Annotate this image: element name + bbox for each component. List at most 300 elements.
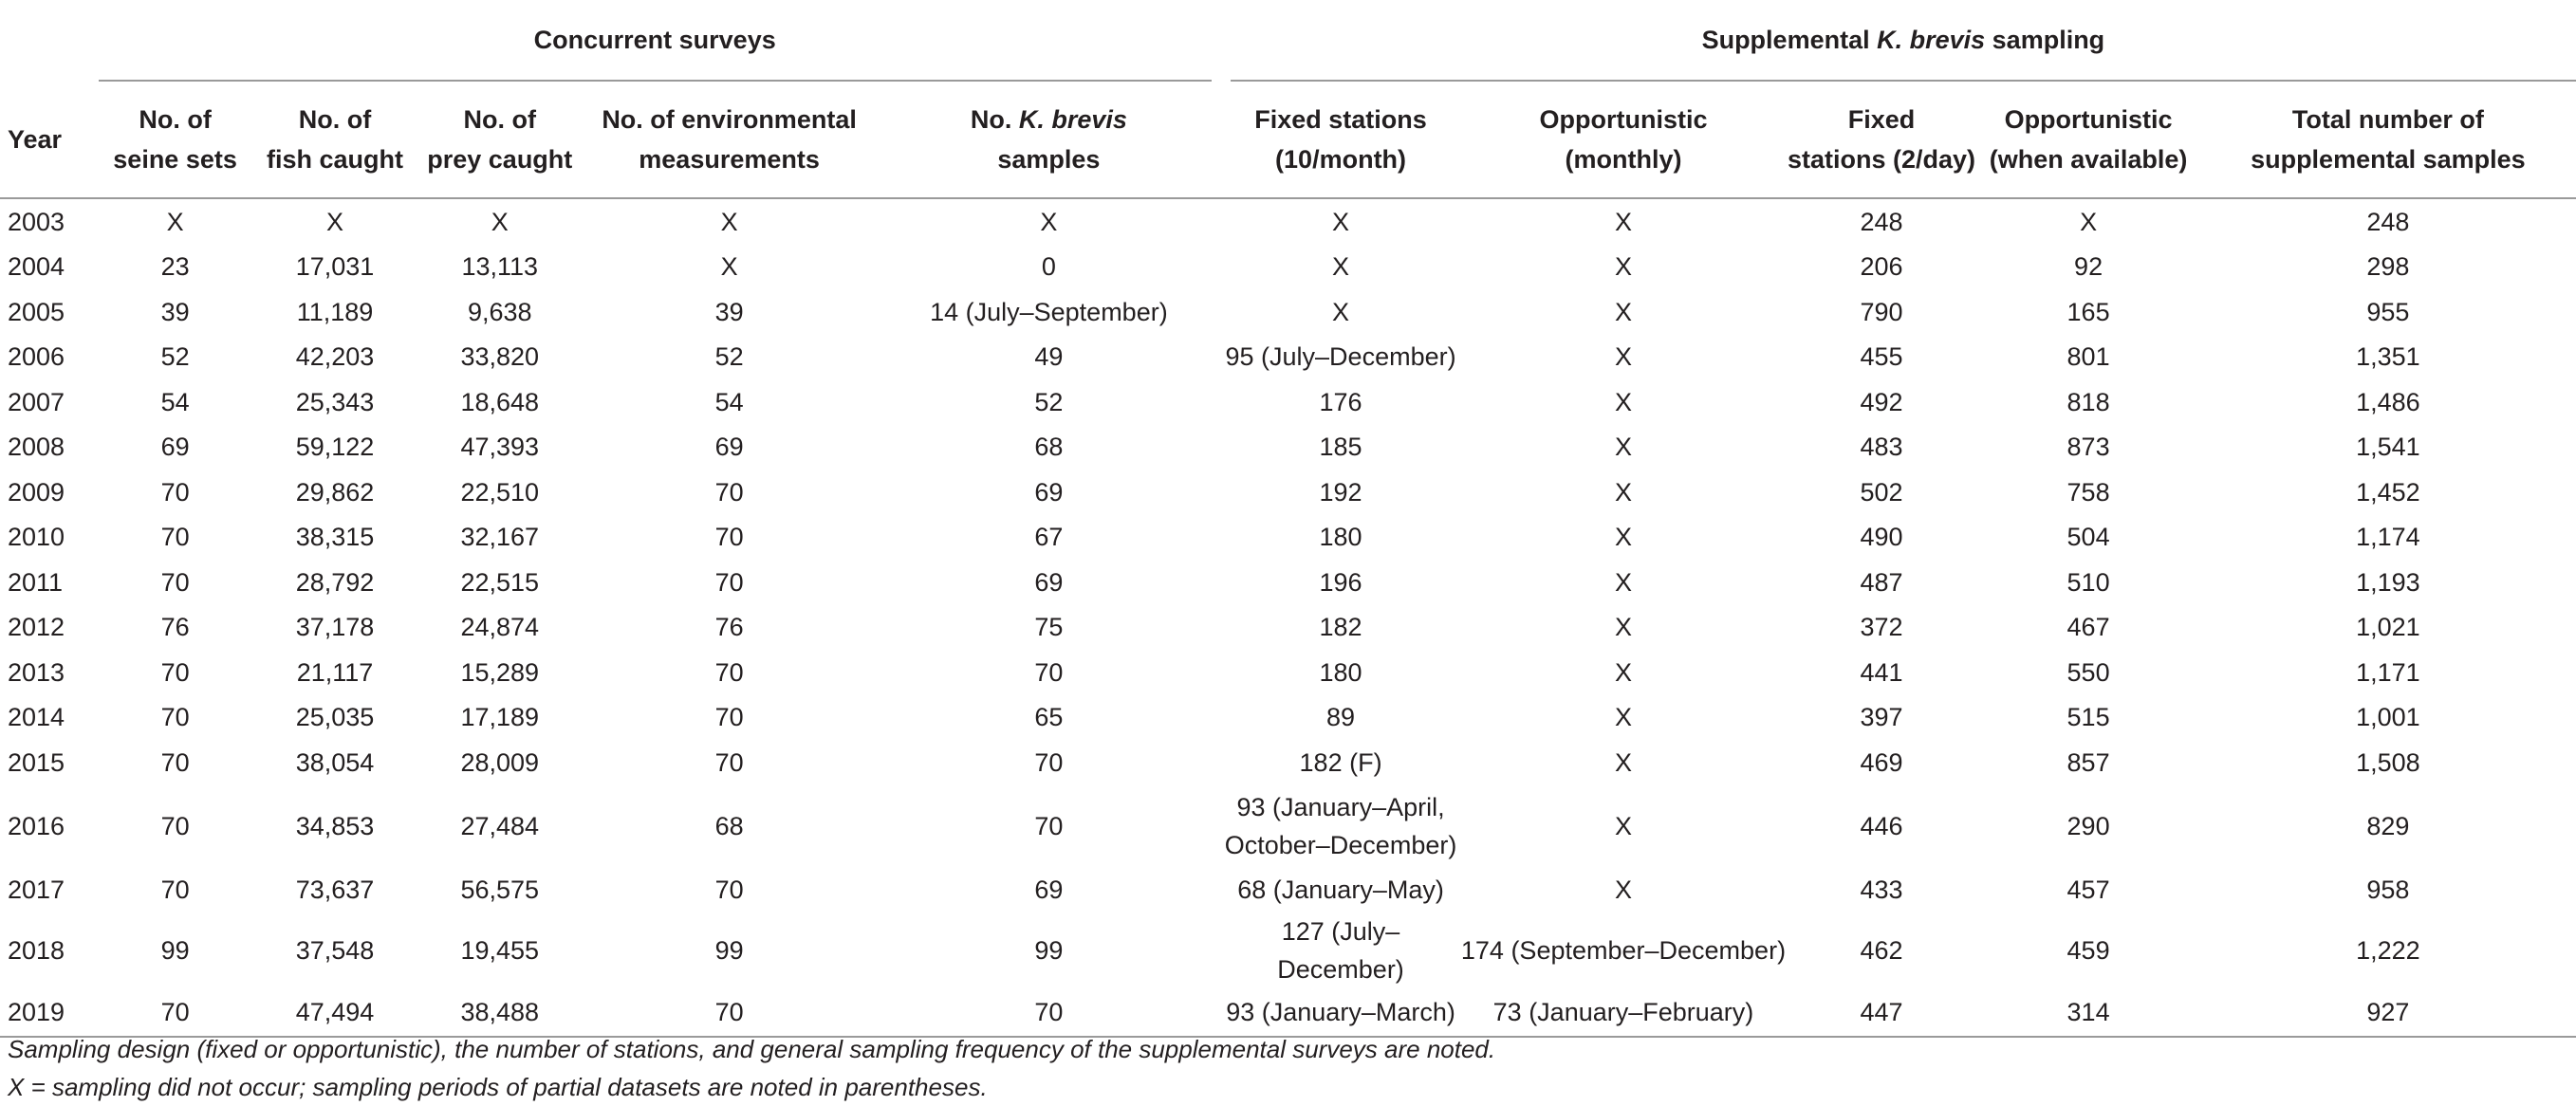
table-cell [1976, 740, 2199, 785]
cell-value: 2006 [8, 342, 65, 372]
table-cell [417, 605, 582, 651]
table-row [0, 379, 2576, 425]
cell-value: 1,001 [2356, 703, 2420, 732]
cell-value: 29,862 [295, 477, 375, 507]
cell-value: 73,637 [295, 876, 375, 905]
table-cell [1221, 785, 1461, 868]
table-cell [582, 198, 877, 245]
cell-value-continued: October–December) [1224, 831, 1457, 859]
table-cell [877, 868, 1221, 913]
group-header-row [0, 0, 2576, 81]
cell-value: X [2080, 207, 2098, 236]
row-year-cell [0, 425, 99, 470]
cell-value: 15,289 [460, 657, 540, 687]
table-cell [2200, 425, 2576, 470]
cell-value: 70 [160, 703, 190, 732]
table-cell [417, 785, 582, 868]
col-header-fixed10-line2: (10/month) [1275, 145, 1407, 174]
table-cell [1976, 988, 2199, 1037]
col-header-kb-italic: K. brevis [1018, 105, 1127, 134]
cell-value: 70 [160, 812, 190, 840]
cell-value: 38,488 [460, 998, 540, 1026]
table-cell [99, 515, 252, 561]
table-cell [1221, 868, 1461, 913]
col-header-env-line1: No. of environmental [602, 105, 857, 134]
table-cell [1976, 289, 2199, 335]
table-cell [1460, 289, 1786, 335]
row-year-cell [0, 245, 99, 290]
cell-value: 2017 [8, 876, 65, 905]
table-row [0, 785, 2576, 868]
cell-value: 70 [714, 876, 744, 905]
table-cell [1221, 198, 1461, 245]
table-cell [877, 695, 1221, 741]
cell-value: 70 [160, 567, 190, 597]
table-cell [1460, 650, 1786, 695]
table-cell [252, 605, 418, 651]
table-cell [252, 912, 418, 988]
cell-value: 28,792 [295, 567, 375, 597]
table-cell [99, 605, 252, 651]
table-cell [252, 379, 418, 425]
cell-value: 39 [160, 297, 190, 326]
cell-value: 490 [1860, 523, 1903, 552]
table-cell [877, 605, 1221, 651]
table-cell [2200, 560, 2576, 605]
table-cell [417, 289, 582, 335]
cell-value: 2005 [8, 297, 65, 326]
table-cell [2200, 650, 2576, 695]
row-year-cell [0, 695, 99, 741]
table-cell [1460, 470, 1786, 515]
table-cell [1460, 379, 1786, 425]
table-cell [1787, 289, 1977, 335]
cell-value: 2015 [8, 747, 65, 777]
table-cell [252, 289, 418, 335]
cell-value: 93 (January–March) [1226, 998, 1455, 1026]
cell-value: 99 [160, 936, 190, 965]
cell-value: X [1614, 567, 1632, 597]
table-cell [2200, 695, 2576, 741]
row-year-cell [0, 515, 99, 561]
table-cell [877, 198, 1221, 245]
cell-value: 22,510 [460, 477, 540, 507]
cell-value: 32,167 [460, 523, 540, 552]
table-cell [2200, 740, 2576, 785]
cell-value: 27,484 [460, 812, 540, 840]
row-year-cell [0, 912, 99, 988]
table-cell [417, 379, 582, 425]
table-cell [99, 785, 252, 868]
cell-value: 2014 [8, 703, 65, 732]
table-cell [877, 515, 1221, 561]
table-cell [99, 912, 252, 988]
table-cell [582, 289, 877, 335]
cell-value: 196 [1319, 567, 1362, 597]
table-row [0, 198, 2576, 245]
col-header-seine-sets [99, 81, 252, 198]
table-cell [582, 560, 877, 605]
table-cell [99, 335, 252, 380]
table-cell [582, 379, 877, 425]
group-header-concurrent: Concurrent surveys [99, 0, 1221, 81]
col-header-total-supplemental [2200, 81, 2576, 198]
cell-value: 70 [1034, 998, 1064, 1026]
cell-value: X [1332, 297, 1350, 326]
group-supp-post: sampling [1985, 25, 2105, 54]
cell-value: 38,054 [295, 747, 375, 777]
table-cell [1221, 695, 1461, 741]
table-cell [1460, 245, 1786, 290]
table-row [0, 650, 2576, 695]
cell-value: 70 [1034, 812, 1064, 840]
col-header-kb-pre: No. [970, 105, 1019, 134]
row-year-cell [0, 289, 99, 335]
cell-value: 73 (January–February) [1492, 998, 1754, 1026]
cell-value: 504 [2066, 523, 2110, 552]
col-header-fixed-10-month [1221, 81, 1461, 198]
table-cell [99, 560, 252, 605]
cell-value: 25,035 [295, 703, 375, 732]
table-cell [1460, 868, 1786, 913]
row-year-cell [0, 560, 99, 605]
cell-value: 1,508 [2356, 747, 2420, 777]
row-year-cell [0, 740, 99, 785]
cell-value: 2010 [8, 523, 65, 552]
cell-value: 68 [1034, 433, 1064, 462]
cell-value: X [325, 207, 343, 236]
cell-value: 69 [1034, 567, 1064, 597]
col-header-total-line1: Total number of [2291, 105, 2484, 134]
cell-value: 52 [160, 342, 190, 372]
table-row [0, 335, 2576, 380]
col-header-env-line2: measurements [639, 145, 820, 174]
cell-value: 2018 [8, 936, 65, 965]
table-cell [1976, 515, 2199, 561]
cell-value: 1,222 [2356, 936, 2420, 965]
cell-value: 801 [2066, 342, 2110, 372]
table-cell [417, 470, 582, 515]
cell-value: 180 [1319, 657, 1362, 687]
table-cell [99, 198, 252, 245]
cell-value: 927 [2366, 998, 2410, 1026]
table-cell [1460, 335, 1786, 380]
table-cell [1976, 425, 2199, 470]
col-header-prey-caught [417, 81, 582, 198]
cell-value: 165 [2066, 297, 2110, 326]
cell-value: 182 (F) [1299, 747, 1382, 777]
col-header-opportunistic-available [1976, 81, 2199, 198]
cell-value: X [1614, 876, 1632, 905]
table-cell [1221, 605, 1461, 651]
cell-value: 515 [2066, 703, 2110, 732]
cell-value: 14 (July–September) [930, 297, 1168, 326]
cell-value: 248 [2366, 207, 2410, 236]
cell-value: 487 [1860, 567, 1903, 597]
col-header-fixed2-line2: stations (2/day) [1787, 145, 1976, 174]
cell-value: 76 [714, 613, 744, 642]
row-year-cell [0, 605, 99, 651]
cell-value: 2008 [8, 433, 65, 462]
table-row [0, 245, 2576, 290]
col-header-seine-line1: No. of [139, 105, 212, 134]
table-cell [1460, 785, 1786, 868]
col-header-fish-caught [252, 81, 418, 198]
cell-value: 52 [1034, 387, 1064, 416]
cell-value: X [720, 252, 738, 282]
cell-value: 25,343 [295, 387, 375, 416]
cell-value: 510 [2066, 567, 2110, 597]
table-cell [1976, 245, 2199, 290]
table-cell [1787, 650, 1977, 695]
cell-value: 92 [2074, 252, 2103, 282]
table-cell [1787, 740, 1977, 785]
table-cell [877, 289, 1221, 335]
table-cell [252, 470, 418, 515]
group-supp-italic: K. brevis [1877, 25, 1986, 54]
table-cell [582, 912, 877, 988]
cell-value: X [1614, 297, 1632, 326]
table-row [0, 560, 2576, 605]
cell-value: 13,113 [461, 252, 539, 282]
table-cell [1221, 515, 1461, 561]
table-cell [1787, 695, 1977, 741]
table-row [0, 740, 2576, 785]
table-row [0, 912, 2576, 988]
cell-value: 469 [1860, 747, 1903, 777]
cell-value: 818 [2066, 387, 2110, 416]
cell-value: 176 [1319, 387, 1362, 416]
cell-value: 758 [2066, 477, 2110, 507]
cell-value: 69 [1034, 477, 1064, 507]
cell-value: 28,009 [460, 747, 540, 777]
table-cell [2200, 379, 2576, 425]
table-row [0, 289, 2576, 335]
table-cell [582, 695, 877, 741]
cell-value: 59,122 [295, 433, 375, 462]
cell-value: X [1040, 207, 1058, 236]
cell-value: 397 [1860, 703, 1903, 732]
table-cell [1976, 650, 2199, 695]
cell-value: X [1614, 657, 1632, 687]
col-header-fixed-2-day [1787, 81, 1977, 198]
cell-value: 70 [160, 523, 190, 552]
table-cell [99, 695, 252, 741]
cell-value: 446 [1860, 812, 1903, 840]
table-cell [1787, 335, 1977, 380]
cell-value: X [1614, 523, 1632, 552]
row-year-cell [0, 650, 99, 695]
cell-value: 47,494 [295, 998, 375, 1026]
table-cell [252, 335, 418, 380]
table-cell [252, 245, 418, 290]
cell-value: 248 [1860, 207, 1903, 236]
table-cell [252, 785, 418, 868]
table-cell [1221, 425, 1461, 470]
cell-value: 1,171 [2356, 657, 2420, 687]
cell-value: 955 [2366, 297, 2410, 326]
cell-value: 34,853 [295, 812, 375, 840]
cell-value: 70 [714, 657, 744, 687]
col-header-oppa-line2: (when available) [1989, 145, 2188, 174]
table-cell [252, 198, 418, 245]
cell-value: 2016 [8, 812, 65, 840]
table-cell [1221, 740, 1461, 785]
cell-value: X [491, 207, 509, 236]
table-cell [1976, 912, 2199, 988]
table-cell [1460, 988, 1786, 1037]
col-header-kbrevis-samples [877, 81, 1221, 198]
table-cell [417, 868, 582, 913]
cell-value: 502 [1860, 477, 1903, 507]
cell-value: 70 [1034, 747, 1064, 777]
table-cell [1460, 515, 1786, 561]
table-cell [877, 470, 1221, 515]
table-cell [1460, 198, 1786, 245]
table-cell [877, 335, 1221, 380]
cell-value: 37,548 [295, 936, 375, 965]
col-header-fixed2-line1: Fixed [1847, 105, 1916, 134]
table-cell [1460, 912, 1786, 988]
table-cell [99, 289, 252, 335]
table-cell [582, 650, 877, 695]
cell-value: 23 [160, 252, 190, 282]
cell-value: 17,189 [460, 703, 540, 732]
cell-value: 68 [714, 812, 744, 840]
table-cell [252, 695, 418, 741]
table-cell [1976, 785, 2199, 868]
table-cell [1787, 379, 1977, 425]
cell-value: 69 [714, 433, 744, 462]
cell-value: 39 [714, 297, 744, 326]
cell-value: 206 [1860, 252, 1903, 282]
col-header-oppm-line2: (monthly) [1565, 145, 1682, 174]
cell-value: 11,189 [296, 297, 374, 326]
cell-value: 462 [1860, 936, 1903, 965]
cell-value: 290 [2066, 812, 2110, 840]
col-header-year: Year [0, 81, 99, 198]
table-cell [1787, 988, 1977, 1037]
cell-value: 467 [2066, 613, 2110, 642]
table-cell [877, 650, 1221, 695]
table-cell [1460, 425, 1786, 470]
table-cell [252, 650, 418, 695]
col-header-prey-line2: prey caught [427, 145, 573, 174]
cell-value: 68 (January–May) [1237, 876, 1444, 905]
table-cell [1787, 912, 1977, 988]
table-cell [99, 470, 252, 515]
cell-value: 18,648 [460, 387, 540, 416]
cell-value: 21,117 [296, 657, 374, 687]
cell-value: 56,575 [460, 876, 540, 905]
cell-value: 857 [2066, 747, 2110, 777]
table-row [0, 695, 2576, 741]
cell-value: 958 [2366, 876, 2410, 905]
col-header-kb-line2: samples [997, 145, 1101, 174]
cell-value: 455 [1860, 342, 1903, 372]
cell-value: 70 [160, 657, 190, 687]
cell-value: 372 [1860, 613, 1903, 642]
cell-value: 70 [160, 998, 190, 1026]
cell-value: 492 [1860, 387, 1903, 416]
table-cell [582, 245, 877, 290]
row-year-cell [0, 335, 99, 380]
table-cell [1460, 605, 1786, 651]
cell-value: 0 [1041, 252, 1056, 282]
cell-value: 24,874 [460, 613, 540, 642]
table-cell [1221, 560, 1461, 605]
cell-value: 174 (September–December) [1460, 936, 1787, 965]
table-cell [877, 245, 1221, 290]
cell-value: 314 [2066, 998, 2110, 1026]
cell-value: 95 (July–December) [1225, 342, 1456, 372]
table-cell [1787, 785, 1977, 868]
cell-value: 49 [1034, 342, 1064, 372]
cell-value: X [1332, 207, 1350, 236]
cell-value: 54 [714, 387, 744, 416]
cell-value: 52 [714, 342, 744, 372]
cell-value: 99 [1034, 936, 1064, 965]
table-cell [582, 425, 877, 470]
table-cell [1460, 560, 1786, 605]
cell-value: 2009 [8, 477, 65, 507]
cell-value: 70 [714, 998, 744, 1026]
cell-value: 70 [714, 703, 744, 732]
table-cell [417, 515, 582, 561]
cell-value: X [1614, 433, 1632, 462]
cell-value: 2003 [8, 207, 65, 236]
table-cell [1976, 335, 2199, 380]
cell-value: 483 [1860, 433, 1903, 462]
cell-value: 17,031 [295, 252, 375, 282]
table-cell [417, 650, 582, 695]
cell-value: X [1614, 812, 1632, 840]
cell-value: 65 [1034, 703, 1064, 732]
cell-value: 69 [1034, 876, 1064, 905]
cell-value: 69 [160, 433, 190, 462]
cell-value: 93 (January–April, [1236, 793, 1445, 821]
cell-value: 47,393 [460, 433, 540, 462]
cell-value: 42,203 [295, 342, 375, 372]
cell-value: 433 [1860, 876, 1903, 905]
table-cell [417, 245, 582, 290]
table-cell [582, 515, 877, 561]
table-cell [1976, 470, 2199, 515]
table-cell [1976, 605, 2199, 651]
table-cell [877, 912, 1221, 988]
table-cell [417, 425, 582, 470]
cell-value: 70 [714, 523, 744, 552]
cell-value: 89 [1326, 703, 1356, 732]
table-cell [1221, 470, 1461, 515]
col-header-fish-line1: No. of [298, 105, 372, 134]
cell-value: 1,351 [2356, 342, 2420, 372]
table-cell [2200, 335, 2576, 380]
cell-value: X [1332, 252, 1350, 282]
table-cell [1787, 515, 1977, 561]
table-cell [2200, 470, 2576, 515]
table-row [0, 425, 2576, 470]
cell-value: 180 [1319, 523, 1362, 552]
table-cell [417, 695, 582, 741]
table-cell [417, 912, 582, 988]
cell-value: 75 [1034, 613, 1064, 642]
cell-value: 33,820 [460, 342, 540, 372]
table-cell [2200, 245, 2576, 290]
table-cell [1787, 245, 1977, 290]
table-cell [582, 335, 877, 380]
col-header-opportunistic-monthly [1460, 81, 1786, 198]
